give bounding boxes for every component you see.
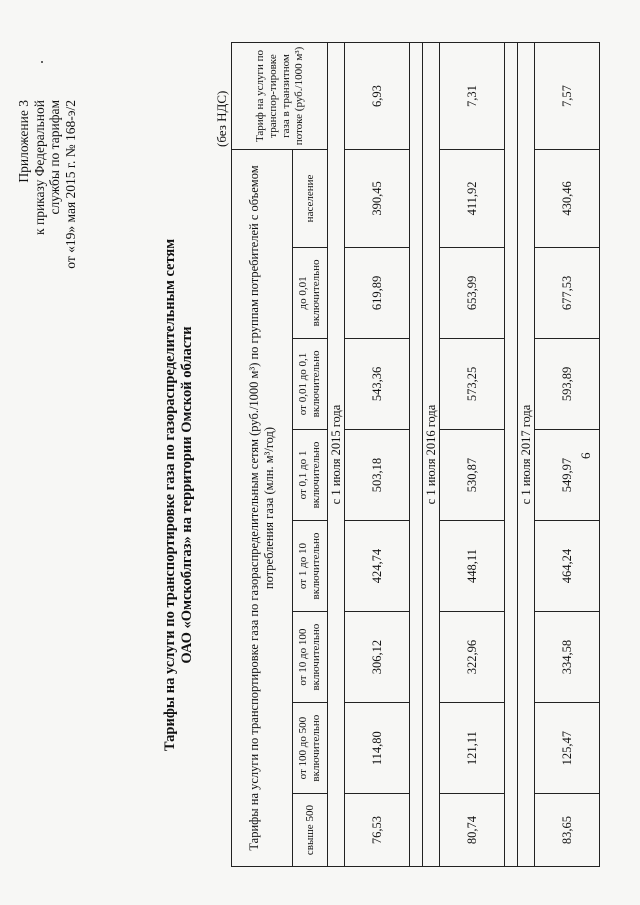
spacer-cell bbox=[505, 43, 518, 867]
tariff-value: 125,47 bbox=[535, 703, 600, 794]
title-line: ОАО «Омскоблгаз» на территории Омской области bbox=[179, 326, 195, 664]
table-row bbox=[440, 43, 505, 867]
tariff-value: 464,24 bbox=[535, 521, 600, 612]
period-label: с 1 июля 2017 года bbox=[518, 43, 535, 867]
tariff-value: 7,31 bbox=[440, 43, 505, 150]
appendix-line: к приказу Федеральной bbox=[31, 100, 47, 235]
tariff-value: 653,99 bbox=[440, 247, 505, 338]
appendix-line: Приложение 3 bbox=[16, 100, 31, 183]
tariff-value: 80,74 bbox=[440, 794, 505, 867]
main-header: Тарифы на услуги по транспортировке газа по газораспределительным сетям (руб./1000 м³) по группам потребителей с объемом потребления газа (млн. м³/год) bbox=[232, 150, 293, 867]
appendix-header bbox=[16, 100, 78, 400]
period-label: с 1 июля 2015 года bbox=[328, 43, 345, 867]
column-header: население bbox=[293, 150, 328, 248]
vat-note: (без НДС) bbox=[214, 90, 229, 147]
tariff-value: 6,93 bbox=[345, 43, 410, 150]
tariff-value: 430,46 bbox=[535, 150, 600, 248]
column-header: от 0,01 до 0,1 включительно bbox=[293, 338, 328, 429]
header-row bbox=[232, 43, 293, 867]
tariff-value: 411,92 bbox=[440, 150, 505, 248]
column-header: от 10 до 100 включительно bbox=[293, 612, 328, 703]
tariff-value: 424,74 bbox=[345, 521, 410, 612]
column-header: от 1 до 10 включительно bbox=[293, 521, 328, 612]
column-header: от 100 до 500 включительно bbox=[293, 703, 328, 794]
period-row bbox=[328, 43, 345, 867]
period-row bbox=[518, 43, 535, 867]
title-line: Тарифы на услуги по транспортировке газа по газораспределительным сетям bbox=[162, 238, 178, 752]
column-header: от 0,1 до 1 включительно bbox=[293, 429, 328, 520]
tariff-value: 573,25 bbox=[440, 338, 505, 429]
tariff-value: 619,89 bbox=[345, 247, 410, 338]
tariff-table bbox=[231, 42, 600, 867]
spacer-row bbox=[410, 43, 423, 867]
column-header: свыше 500 bbox=[293, 794, 328, 867]
tariff-value: 543,36 bbox=[345, 338, 410, 429]
page-number: 6 bbox=[578, 452, 593, 459]
tariff-value: 530,87 bbox=[440, 429, 505, 520]
tariff-value: 549,97 bbox=[535, 429, 600, 520]
tariff-value: 322,96 bbox=[440, 612, 505, 703]
tariff-value: 593,89 bbox=[535, 338, 600, 429]
period-label: с 1 июля 2016 года bbox=[423, 43, 440, 867]
tariff-value: 83,65 bbox=[535, 794, 600, 867]
tariff-table-body bbox=[232, 43, 600, 867]
tariff-value: 121,11 bbox=[440, 703, 505, 794]
tariff-value: 334,58 bbox=[535, 612, 600, 703]
appendix-line: от «19» мая 2015 г. № 168-э/2 bbox=[62, 100, 78, 269]
tariff-value: 677,53 bbox=[535, 247, 600, 338]
spacer-row bbox=[505, 43, 518, 867]
document-title bbox=[162, 145, 196, 845]
tariff-value: 503,18 bbox=[345, 429, 410, 520]
spacer-cell bbox=[410, 43, 423, 867]
scan-speck bbox=[41, 61, 43, 63]
period-row bbox=[423, 43, 440, 867]
column-header: до 0,01 включительно bbox=[293, 247, 328, 338]
tariff-value: 448,11 bbox=[440, 521, 505, 612]
tariff-value: 306,12 bbox=[345, 612, 410, 703]
appendix-line: службы по тарифам bbox=[47, 100, 62, 215]
tariff-value: 390,45 bbox=[345, 150, 410, 248]
tariff-value: 7,57 bbox=[535, 43, 600, 150]
table-row bbox=[345, 43, 410, 867]
tariff-value: 76,53 bbox=[345, 794, 410, 867]
transit-header: Тариф на услуги по транспор-тировке газа в транзитном потоке (руб./1000 м³) bbox=[232, 43, 328, 150]
subheader-row bbox=[293, 43, 328, 867]
tariff-value: 114,80 bbox=[345, 703, 410, 794]
